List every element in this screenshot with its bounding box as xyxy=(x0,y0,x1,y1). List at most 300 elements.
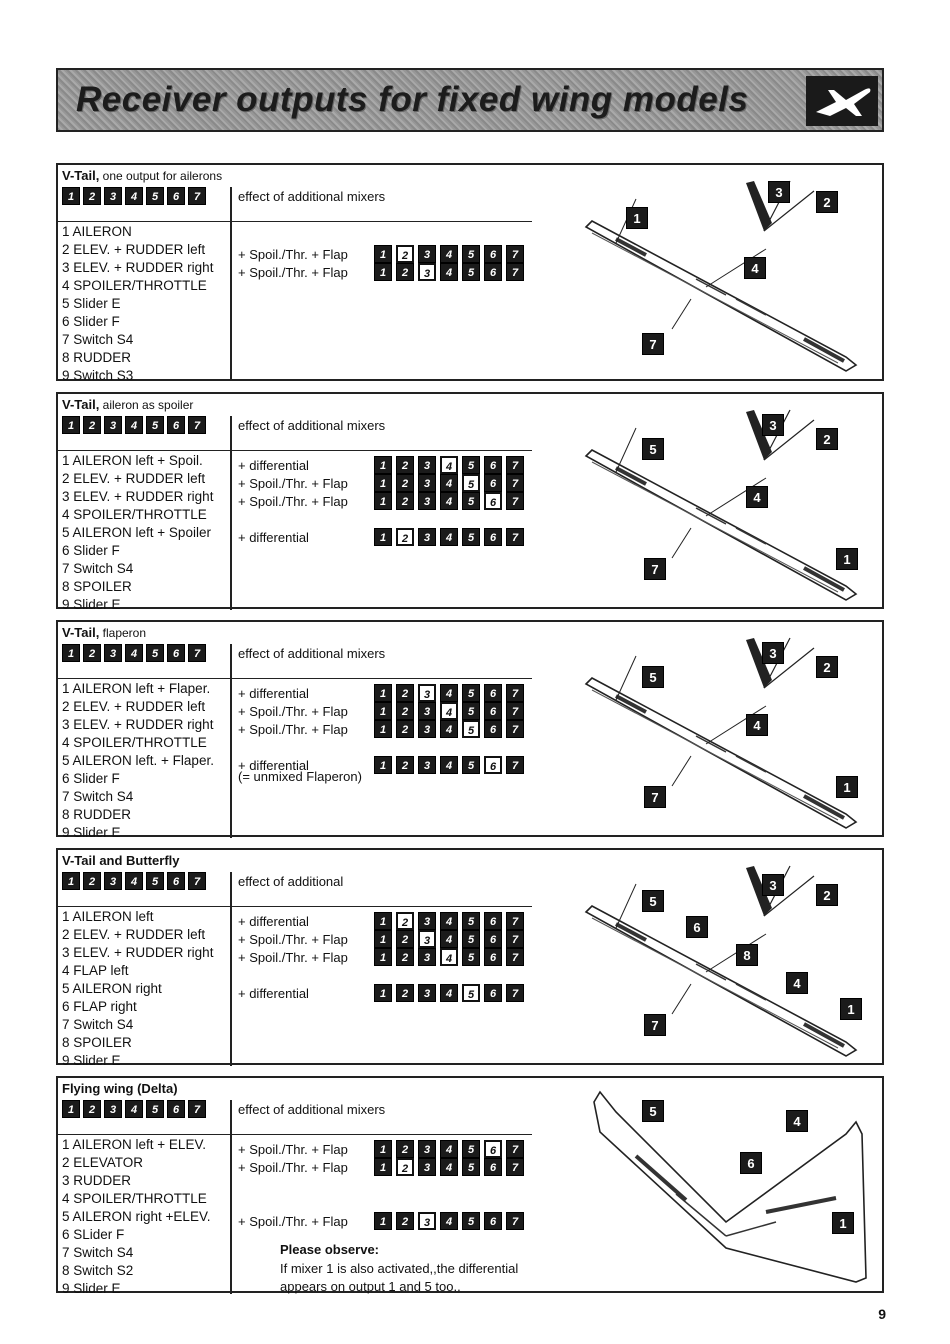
output-item: 3 ELEV. + RUDDER right xyxy=(62,717,214,732)
mixer-channel-3: 3 xyxy=(418,474,436,492)
mixer-text: + Spoil./Thr. + Flap xyxy=(238,494,348,509)
mixer-text: + Spoil./Thr. + Flap xyxy=(238,247,348,262)
diagram-label: 3 xyxy=(768,181,790,203)
mixer-channel-2: 2 xyxy=(396,702,414,720)
mixer-channel-1: 1 xyxy=(374,1158,392,1176)
mixer-channel-6: 6 xyxy=(484,948,502,966)
effect-label: effect of additional mixers xyxy=(238,646,386,661)
section-title: V-Tail and Butterfly xyxy=(62,853,180,868)
mixer-channel-6: 6 xyxy=(484,930,502,948)
mixer-channels xyxy=(374,912,524,930)
effect-label: effect of additional mixers xyxy=(238,418,386,433)
output-item: 2 ELEV. + RUDDER left xyxy=(62,471,206,486)
diagram-label: 4 xyxy=(746,714,768,736)
mixer-row xyxy=(238,932,519,947)
header-channel-4: 4 xyxy=(125,416,143,434)
mixer-row xyxy=(238,458,519,473)
mixer-channel-2: 2 xyxy=(396,456,414,474)
diagram-label: 8 xyxy=(736,944,758,966)
note-line: If mixer 1 is also activated,,the differential xyxy=(280,1261,519,1276)
mixer-channels xyxy=(374,720,524,738)
mixer-channels xyxy=(374,984,524,1002)
header-channel-7: 7 xyxy=(188,416,206,434)
mixer-channel-4: 4 xyxy=(440,528,458,546)
mixer-channel-5: 5 xyxy=(462,984,480,1002)
mixer-channel-7: 7 xyxy=(506,1212,524,1230)
mixer-channel-7: 7 xyxy=(506,528,524,546)
mixer-channel-4: 4 xyxy=(440,930,458,948)
header-channel-7: 7 xyxy=(188,872,206,890)
mixer-channel-6: 6 xyxy=(484,474,502,492)
mixer-channel-1: 1 xyxy=(374,263,392,281)
mixer-channel-6: 6 xyxy=(484,984,502,1002)
section-1 xyxy=(56,163,884,381)
mixer-channel-1: 1 xyxy=(374,1140,392,1158)
output-item: 2 ELEV. + RUDDER left xyxy=(62,699,206,714)
page-title: Receiver outputs for fixed wing models xyxy=(76,80,749,119)
header-channel-6: 6 xyxy=(167,1100,185,1118)
mixer-channel-7: 7 xyxy=(506,930,524,948)
mixer-channel-5: 5 xyxy=(462,474,480,492)
mixer-channel-5: 5 xyxy=(462,245,480,263)
mixer-channel-1: 1 xyxy=(374,948,392,966)
mixer-row xyxy=(238,1142,519,1157)
mixer-channel-4: 4 xyxy=(440,702,458,720)
output-item: 6 SLider F xyxy=(62,1227,125,1242)
mixer-channel-2: 2 xyxy=(396,245,414,263)
mixer-channels xyxy=(374,263,524,281)
mixer-channel-7: 7 xyxy=(506,684,524,702)
header-channel-2: 2 xyxy=(83,872,101,890)
mixer-text: + differential xyxy=(238,758,309,773)
mixer-channel-6: 6 xyxy=(484,1212,502,1230)
header-channel-1: 1 xyxy=(62,1100,80,1118)
section-4 xyxy=(56,848,884,1068)
mixer-channel-2: 2 xyxy=(396,263,414,281)
mixer-channel-7: 7 xyxy=(506,702,524,720)
output-list xyxy=(62,223,213,385)
output-item: 6 Slider F xyxy=(62,314,120,329)
mixer-channel-2: 2 xyxy=(396,720,414,738)
mixer-channel-3: 3 xyxy=(418,984,436,1002)
output-item: 8 RUDDER xyxy=(62,807,132,822)
mixer-channel-3: 3 xyxy=(418,930,436,948)
mixer-channels xyxy=(374,702,524,720)
mixer-channel-4: 4 xyxy=(440,456,458,474)
mixer-channel-2: 2 xyxy=(396,1140,414,1158)
mixer-channel-1: 1 xyxy=(374,474,392,492)
mixer-channels xyxy=(374,684,524,702)
output-item: 3 ELEV. + RUDDER right xyxy=(62,260,214,275)
mixer-channel-3: 3 xyxy=(418,456,436,474)
mixer-channels xyxy=(374,474,524,492)
diagram-label: 1 xyxy=(836,776,858,798)
mixer-channels xyxy=(374,1158,524,1176)
output-item: 4 SPOILER/THROTTLE xyxy=(62,507,207,522)
diagram-label: 4 xyxy=(744,257,766,279)
header-channel-2: 2 xyxy=(83,416,101,434)
header-channel-3: 3 xyxy=(104,644,122,662)
mixer-channel-3: 3 xyxy=(418,684,436,702)
mixer-text: + Spoil./Thr. + Flap xyxy=(238,1214,348,1229)
diagram-label: 5 xyxy=(642,1100,664,1122)
diagram-label: 6 xyxy=(740,1152,762,1174)
mixer-channel-1: 1 xyxy=(374,245,392,263)
mixer-channel-5: 5 xyxy=(462,684,480,702)
mixer-row xyxy=(238,494,519,509)
output-item: 5 AILERON right +ELEV. xyxy=(62,1209,211,1224)
diagram-label: 3 xyxy=(762,874,784,896)
effect-label: effect of additional xyxy=(238,874,344,889)
diagram-label: 7 xyxy=(642,333,664,355)
mixer-channel-2: 2 xyxy=(396,912,414,930)
mixer-text: + differential xyxy=(238,914,309,929)
wing-diagram xyxy=(576,1082,876,1297)
mixer-text: + Spoil./Thr. + Flap xyxy=(238,265,348,280)
diagram-label: 4 xyxy=(786,972,808,994)
header-channel-7: 7 xyxy=(188,187,206,205)
mixer-channel-1: 1 xyxy=(374,492,392,510)
diagram-label: 2 xyxy=(816,428,838,450)
mixer-channel-5: 5 xyxy=(462,528,480,546)
output-list xyxy=(62,680,214,842)
mixer-channel-1: 1 xyxy=(374,930,392,948)
mixer-channel-6: 6 xyxy=(484,263,502,281)
mixer-text: + Spoil./Thr. + Flap xyxy=(238,1160,348,1175)
output-list xyxy=(62,908,213,1070)
mixer-channel-5: 5 xyxy=(462,263,480,281)
output-item: 4 SPOILER/THROTTLE xyxy=(62,1191,207,1206)
mixer-channel-5: 5 xyxy=(462,912,480,930)
effect-label: effect of additional mixers xyxy=(238,1102,386,1117)
mixer-channel-7: 7 xyxy=(506,948,524,966)
mixer-channel-3: 3 xyxy=(418,1212,436,1230)
output-item: 6 Slider F xyxy=(62,771,120,786)
output-item: 2 ELEV. + RUDDER left xyxy=(62,927,206,942)
mixer-channel-6: 6 xyxy=(484,1158,502,1176)
header-channel-6: 6 xyxy=(167,644,185,662)
output-item: 1 AILERON left xyxy=(62,909,154,924)
mixer-text: + Spoil./Thr. + Flap xyxy=(238,932,348,947)
mixer-text: + Spoil./Thr. + Flap xyxy=(238,950,348,965)
mixer-channel-4: 4 xyxy=(440,245,458,263)
header-channel-4: 4 xyxy=(125,1100,143,1118)
mixer-channel-6: 6 xyxy=(484,720,502,738)
mixer-channel-5: 5 xyxy=(462,720,480,738)
output-item: 1 AILERON left + Spoil. xyxy=(62,453,203,468)
section-5 xyxy=(56,1076,884,1296)
header-channel-5: 5 xyxy=(146,644,164,662)
diagram-label: 5 xyxy=(642,438,664,460)
mixer-channel-4: 4 xyxy=(440,1212,458,1230)
diagram-label: 5 xyxy=(642,890,664,912)
mixer-channel-4: 4 xyxy=(440,720,458,738)
mixer-channel-1: 1 xyxy=(374,1212,392,1230)
header-channel-2: 2 xyxy=(83,1100,101,1118)
header-channel-4: 4 xyxy=(125,187,143,205)
mixer-channels xyxy=(374,1140,524,1158)
mixer-channel-2: 2 xyxy=(396,474,414,492)
channel-header xyxy=(62,644,206,662)
mixer-channel-6: 6 xyxy=(484,456,502,474)
mixer-channel-4: 4 xyxy=(440,1158,458,1176)
output-list xyxy=(62,1136,210,1298)
output-item: 9 Slider E xyxy=(62,1281,121,1296)
diagram-label: 3 xyxy=(762,642,784,664)
mixer-channel-6: 6 xyxy=(484,245,502,263)
output-item: 3 ELEV. + RUDDER right xyxy=(62,489,214,504)
diagram-label: 7 xyxy=(644,558,666,580)
extra-note: (= unmixed Flaperon) xyxy=(238,769,362,784)
output-item: 6 FLAP right xyxy=(62,999,137,1014)
mixer-channel-1: 1 xyxy=(374,684,392,702)
mixer-channel-7: 7 xyxy=(506,984,524,1002)
mixer-channels xyxy=(374,948,524,966)
header-channel-6: 6 xyxy=(167,187,185,205)
output-item: 5 AILERON left. + Flaper. xyxy=(62,753,214,768)
mixer-row xyxy=(238,247,519,262)
mixer-channels xyxy=(374,245,524,263)
output-item: 1 AILERON left + Flaper. xyxy=(62,681,211,696)
section-title: Flying wing (Delta) xyxy=(62,1081,178,1096)
header-channel-5: 5 xyxy=(146,416,164,434)
mixer-channel-2: 2 xyxy=(396,984,414,1002)
mixer-channel-7: 7 xyxy=(506,720,524,738)
output-item: 7 Switch S4 xyxy=(62,1017,134,1032)
output-item: 5 Slider E xyxy=(62,296,121,311)
output-list xyxy=(62,452,213,614)
mixer-channels xyxy=(374,756,524,774)
mixer-row xyxy=(238,265,519,280)
mixer-channel-4: 4 xyxy=(440,756,458,774)
mixer-row xyxy=(238,476,519,491)
output-item: 3 RUDDER xyxy=(62,1173,132,1188)
mixer-channel-5: 5 xyxy=(462,702,480,720)
diagram-label: 2 xyxy=(816,191,838,213)
mixer-channel-7: 7 xyxy=(506,912,524,930)
header-channel-3: 3 xyxy=(104,872,122,890)
output-item: 7 Switch S4 xyxy=(62,1245,134,1260)
mixer-channel-6: 6 xyxy=(484,1140,502,1158)
note-title: Please observe: xyxy=(280,1242,380,1257)
mixer-channel-2: 2 xyxy=(396,1158,414,1176)
output-item: 7 Switch S4 xyxy=(62,561,134,576)
output-item: 3 ELEV. + RUDDER right xyxy=(62,945,214,960)
mixer-channel-2: 2 xyxy=(396,930,414,948)
output-item: 8 RUDDER xyxy=(62,350,132,365)
diagram-label: 7 xyxy=(644,786,666,808)
diagram-label: 1 xyxy=(832,1212,854,1234)
section-title: V-Tail, aileron as spoiler xyxy=(62,397,194,412)
output-item: 9 Slider E xyxy=(62,825,121,840)
mixer-channel-5: 5 xyxy=(462,456,480,474)
mixer-row xyxy=(238,914,519,929)
mixer-channel-6: 6 xyxy=(484,528,502,546)
diagram-label: 7 xyxy=(644,1014,666,1036)
mixer-channel-5: 5 xyxy=(462,1158,480,1176)
mixer-channel-3: 3 xyxy=(418,1140,436,1158)
effect-label: effect of additional mixers xyxy=(238,189,386,204)
output-item: 5 AILERON left + Spoiler xyxy=(62,525,211,540)
output-item: 9 Slider E xyxy=(62,597,121,612)
output-item: 5 AILERON right xyxy=(62,981,162,996)
header-channel-5: 5 xyxy=(146,1100,164,1118)
mixer-text: + differential xyxy=(238,986,309,1001)
mixer-channel-3: 3 xyxy=(418,245,436,263)
mixer-channel-6: 6 xyxy=(484,702,502,720)
mixer-channel-2: 2 xyxy=(396,948,414,966)
mixer-channel-5: 5 xyxy=(462,948,480,966)
mixer-channel-5: 5 xyxy=(462,756,480,774)
mixer-row xyxy=(238,986,519,1001)
mixer-channel-4: 4 xyxy=(440,1140,458,1158)
mixer-channel-2: 2 xyxy=(396,492,414,510)
mixer-channel-1: 1 xyxy=(374,984,392,1002)
mixer-channel-5: 5 xyxy=(462,930,480,948)
diagram-label: 2 xyxy=(816,884,838,906)
mixer-channel-2: 2 xyxy=(396,756,414,774)
channel-header xyxy=(62,187,206,205)
header-channel-3: 3 xyxy=(104,1100,122,1118)
channel-header xyxy=(62,416,206,434)
mixer-channel-1: 1 xyxy=(374,912,392,930)
mixer-channel-5: 5 xyxy=(462,1212,480,1230)
output-item: 1 AILERON xyxy=(62,224,132,239)
mixer-channel-7: 7 xyxy=(506,263,524,281)
mixer-channel-3: 3 xyxy=(418,263,436,281)
page-number: 9 xyxy=(878,1306,886,1322)
mixer-text: + Spoil./Thr. + Flap xyxy=(238,1142,348,1157)
mixer-channel-6: 6 xyxy=(484,492,502,510)
header-channel-1: 1 xyxy=(62,644,80,662)
header-channel-6: 6 xyxy=(167,872,185,890)
output-item: 2 ELEV. + RUDDER left xyxy=(62,242,206,257)
mixer-channel-4: 4 xyxy=(440,263,458,281)
mixer-channel-4: 4 xyxy=(440,492,458,510)
header-banner xyxy=(56,68,884,132)
mixer-channel-2: 2 xyxy=(396,1212,414,1230)
mixer-channel-3: 3 xyxy=(418,756,436,774)
header-channel-4: 4 xyxy=(125,644,143,662)
output-item: 7 Switch S4 xyxy=(62,789,134,804)
mixer-channel-2: 2 xyxy=(396,528,414,546)
mixer-channel-6: 6 xyxy=(484,684,502,702)
diagram-label: 4 xyxy=(786,1110,808,1132)
mixer-channel-3: 3 xyxy=(418,720,436,738)
mixer-channel-1: 1 xyxy=(374,456,392,474)
output-item: 1 AILERON left + ELEV. xyxy=(62,1137,206,1152)
mixer-text: + Spoil./Thr. + Flap xyxy=(238,722,348,737)
header-channel-1: 1 xyxy=(62,416,80,434)
mixer-row xyxy=(238,530,519,545)
section-2 xyxy=(56,392,884,612)
mixer-channels xyxy=(374,456,524,474)
mixer-row xyxy=(238,1160,519,1175)
mixer-channel-1: 1 xyxy=(374,756,392,774)
header-channel-1: 1 xyxy=(62,187,80,205)
section-3 xyxy=(56,620,884,840)
output-item: 4 FLAP left xyxy=(62,963,129,978)
section-title: V-Tail, one output for ailerons xyxy=(62,168,223,183)
mixer-channel-5: 5 xyxy=(462,1140,480,1158)
mixer-text: + differential xyxy=(238,530,309,545)
mixer-channel-1: 1 xyxy=(374,720,392,738)
mixer-channel-3: 3 xyxy=(418,702,436,720)
mixer-row xyxy=(238,950,519,965)
mixer-channel-3: 3 xyxy=(418,948,436,966)
mixer-channel-4: 4 xyxy=(440,912,458,930)
mixer-channel-7: 7 xyxy=(506,1140,524,1158)
mixer-channel-1: 1 xyxy=(374,528,392,546)
mixer-text: + differential xyxy=(238,458,309,473)
diagram-label: 3 xyxy=(762,414,784,436)
header-channel-2: 2 xyxy=(83,187,101,205)
mixer-row xyxy=(238,686,519,701)
channel-header xyxy=(62,1100,206,1118)
output-item: 2 ELEVATOR xyxy=(62,1155,144,1170)
mixer-channel-6: 6 xyxy=(484,912,502,930)
output-item: 8 Switch S2 xyxy=(62,1263,134,1278)
mixer-channel-7: 7 xyxy=(506,456,524,474)
header-channel-6: 6 xyxy=(167,416,185,434)
diagram-label: 1 xyxy=(836,548,858,570)
mixer-row xyxy=(238,1214,519,1229)
output-item: 6 Slider F xyxy=(62,543,120,558)
mixer-channel-2: 2 xyxy=(396,684,414,702)
mixer-channels xyxy=(374,528,524,546)
output-item: 8 SPOILER xyxy=(62,579,132,594)
diagram-label: 1 xyxy=(840,998,862,1020)
output-item: 8 SPOILER xyxy=(62,1035,132,1050)
diagram-label: 4 xyxy=(746,486,768,508)
mixer-channel-4: 4 xyxy=(440,984,458,1002)
mixer-channel-7: 7 xyxy=(506,492,524,510)
header-channel-3: 3 xyxy=(104,187,122,205)
mixer-text: + Spoil./Thr. + Flap xyxy=(238,476,348,491)
header-channel-7: 7 xyxy=(188,1100,206,1118)
header-channel-5: 5 xyxy=(146,872,164,890)
mixer-channel-3: 3 xyxy=(418,528,436,546)
airplane-icon xyxy=(806,76,878,126)
header-channel-2: 2 xyxy=(83,644,101,662)
section-title: V-Tail, flaperon xyxy=(62,625,147,640)
mixer-channels xyxy=(374,1212,524,1230)
header-channel-1: 1 xyxy=(62,872,80,890)
mixer-channel-7: 7 xyxy=(506,1158,524,1176)
mixer-channels xyxy=(374,930,524,948)
mixer-channels xyxy=(374,492,524,510)
mixer-channel-3: 3 xyxy=(418,912,436,930)
diagram-label: 6 xyxy=(686,916,708,938)
mixer-channel-4: 4 xyxy=(440,474,458,492)
header-channel-7: 7 xyxy=(188,644,206,662)
mixer-channel-7: 7 xyxy=(506,245,524,263)
output-item: 9 Switch S3 xyxy=(62,368,134,383)
mixer-channel-1: 1 xyxy=(374,702,392,720)
mixer-channel-4: 4 xyxy=(440,948,458,966)
header-channel-5: 5 xyxy=(146,187,164,205)
mixer-channel-7: 7 xyxy=(506,474,524,492)
mixer-channel-3: 3 xyxy=(418,1158,436,1176)
mixer-channel-4: 4 xyxy=(440,684,458,702)
output-item: 7 Switch S4 xyxy=(62,332,134,347)
mixer-channel-7: 7 xyxy=(506,756,524,774)
mixer-channel-5: 5 xyxy=(462,492,480,510)
channel-header xyxy=(62,872,206,890)
output-item: 4 SPOILER/THROTTLE xyxy=(62,735,207,750)
output-item: 4 SPOILER/THROTTLE xyxy=(62,278,207,293)
mixer-channel-3: 3 xyxy=(418,492,436,510)
